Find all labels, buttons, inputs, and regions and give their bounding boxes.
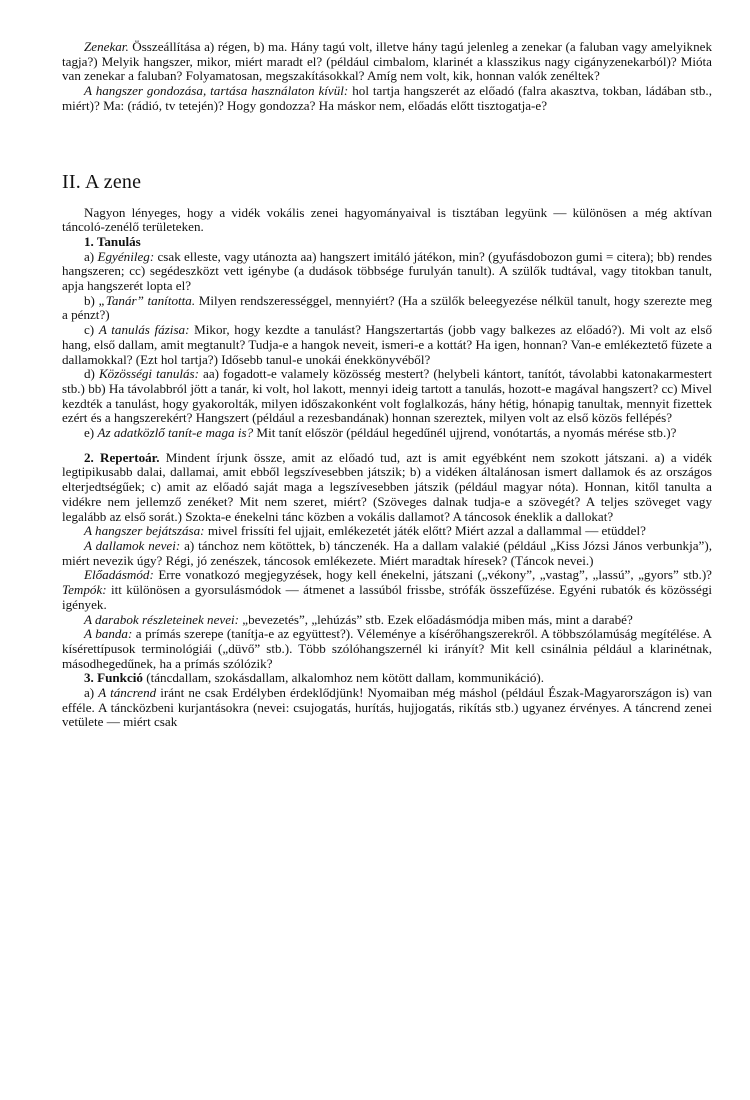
paragraph-text: a) tánchoz nem kötöttek, b) tánczenék. Ha a dallam valakié (például „Kiss Józsi János verbunkja”), miért nevezik úgy? Régi, jó zenészek, táncosok emlékezete. Miért maradtak híresek? (Táncok nevei.) xyxy=(62,537,712,568)
term-label: A táncrend xyxy=(98,685,157,701)
paragraph-text: Mit tanít először (például hegedűnél ujjrend, vonótartás, a nyomás mérése stb.)? xyxy=(256,425,677,441)
paragraph-text: aa) fogadott-e valamely közösség mestert? (helybeli kántort, tanítót, távolabbi katonakarmestert stb.) bb) Ha távolabbról jött a tanár, ki volt, hol lakott, mennyi ideig tartott a tanulás, hozott-e magával hangszert? cc) Mivel kezdték a tanulást, hogy gyakorolták, milyen időszakonként volt foglalkozás, hány hétig, hónapig tanultak, mennyit fizettek ezért és a hangszerekért? Hangszert (például a rezesbandának) honnan szereztek, milyen volt az első közös fellépés? xyxy=(62,366,712,426)
term-label: A hangszer gondozása, tartása használaton kívül: xyxy=(84,83,349,99)
item-prefix: e) xyxy=(84,425,95,441)
item-prefix: b) xyxy=(84,292,95,308)
term-label: „Tanár” tanította. xyxy=(98,292,196,308)
term-label: A dallamok nevei: xyxy=(84,537,181,553)
item-e-adatkozlo xyxy=(62,426,712,441)
item-prefix: d) xyxy=(84,366,95,382)
item-a-egyenileg xyxy=(62,250,712,294)
paragraph-hangszer-bejatszasa xyxy=(62,524,712,539)
paragraph-text: Mikor, hogy kezdte a tanulást? Hangszertartás (jobb vagy balkezes az előadó?). Mi volt az első hang, első dallam, amit megtanult? Tudja-e a hangok neveit, ismeri-e a kottát? Ha igen, honnan? Van-e emlékeztető füzete a dallamokkal? (Ezt hol tartja?) Idősebb tanul-e unokái énekkönyvéből? xyxy=(62,322,712,367)
paragraph-text: Erre vonatkozó megjegyzések, hogy kell énekelni, játszani („vékony”, „vastag”, „lassú”, „gyors” stb.)? xyxy=(158,567,712,583)
paragraph-text: a prímás szerepe (tanítja-e az együttest?). Véleménye a kísérőhangszerekről. A többszólamúság megítélése. A kísérettípusok terminológiái („düvő” stb.). Több szólóhangszernél ki irányít? Mit kell csinálnia például a klarinétnak, másodhegedűnek, ha a prímás szólózik? xyxy=(62,626,712,671)
paragraph-text: Mindent írjunk össze, amit az előadó tud, azt is amit egyébként nem szokott játszani. a) a vidék legtipikusabb dalai, dallamai, amit ebből legszívesebben játszik; b) a vidéken általánosan ismert dallamok és az országos elterjedtségűek; c) amit az előadó saját maga a legszívesebben játszik (például magyar nóta). Honnan, kitől tanulta a vidékre nem jellemző zenéket? Mit nem szeret, miért? (Szöveges dalnak tudja-e a szövegét? A teljes szöveget vagy legalább az első sorát.) Szokta-e énekelni tánc közben a vokális dallamot? A táncosok éneklik a dallokat? xyxy=(62,449,712,524)
item-prefix: a) xyxy=(84,248,95,264)
term-label: A tanulás fázisa: xyxy=(98,322,190,338)
item-prefix: c) xyxy=(84,322,95,338)
term-label: Előadásmód: xyxy=(84,567,154,583)
section-heading-repertoar: 2. Repertoár. xyxy=(84,449,160,465)
section-funkcio xyxy=(62,671,712,686)
term-label: A banda: xyxy=(84,626,133,642)
paragraph-text: csak elleste, vagy utánozta aa) hangszert imitáló játékon, min? (gyufásdobozon gumi = citera); bb) rendes hangszeren; cc) segédeszközt vett igénybe (a dudások többsége furulyán tanult). A szülők tudtával, vagy titokban tanult, apja hangszerét lopta el? xyxy=(62,248,712,294)
term-label: Közösségi tanulás: xyxy=(98,366,200,382)
term-label: Tempók: xyxy=(62,582,107,598)
term-label: A hangszer bejátszása: xyxy=(84,523,205,539)
paragraph-text: iránt ne csak Erdélyben érdeklődjünk! Nyomaiban még máshol (például Észak-Magyarországon is) van efféle. A táncközbeni kurjantásokra (nevei: csujogatás, hurítás, hujjogatás, rikítás stb.) ugyanez érvényes. A táncrend zenei vetülete — miért csak xyxy=(62,685,713,730)
term-label: Zenekar. xyxy=(84,39,129,54)
item-prefix: a) xyxy=(84,685,95,701)
term-label: A darabok részleteinek nevei: xyxy=(84,611,240,627)
paragraph-zenekar xyxy=(62,40,712,84)
paragraph-eloadasmod xyxy=(62,568,712,612)
paragraph-text: hol tartja hangszerét az előadó (falra akasztva, tokban, ládában stb., miért)? Ma: (rádió, tv tetején)? Hogy gondozza? Ha máskor nem, előadás előtt tisztogatja-e? xyxy=(62,83,712,113)
paragraph-dallamok-nevei xyxy=(62,539,712,568)
paragraph-text: itt különösen a gyorsulásmódok — átmenet a lassúból frissbe, strófák összefűzése. Egyéni rubatók és közösségi igények. xyxy=(62,582,712,612)
section-repertoar xyxy=(62,451,712,525)
paragraph-hangszer-gondozasa xyxy=(62,84,712,113)
chapter-title: II. A zene xyxy=(62,170,142,193)
section-heading-funkcio: 3. Funkció xyxy=(84,670,143,686)
paragraph-text: Milyen rendszerességgel, mennyiért? (Ha a szülők beleegyezése nélkül tanult, hogy szerezte meg a pénzt?) xyxy=(62,292,713,323)
term-label: Az adatközlő tanít-e maga is? xyxy=(97,425,254,441)
paragraph-text: „bevezetés”, „lehúzás” stb. Ezek előadásmódja miben más, mint a darabé? xyxy=(242,611,633,627)
paragraph-text: (táncdallam, szokásdallam, alkalomhoz nem kötött dallam, kommunikáció). xyxy=(146,670,545,686)
section-heading-tanulas: 1. Tanulás xyxy=(84,233,141,249)
paragraph-banda xyxy=(62,627,712,671)
document-page xyxy=(62,40,712,730)
paragraph-darabok-reszletei xyxy=(62,613,712,628)
term-label: Egyénileg: xyxy=(97,248,155,264)
item-a-tancrend xyxy=(62,686,712,730)
item-b-tanar xyxy=(62,294,712,323)
intro-paragraph: Nagyon lényeges, hogy a vidék vokális zenei hagyományaival is tisztában legyünk — különösen a még aktívan táncoló-zenélő területeken. xyxy=(62,204,712,235)
item-c-tanulas-fazisa xyxy=(62,323,712,367)
item-d-kozossegi-tanulas xyxy=(62,367,712,426)
paragraph-text: Összeállítása a) régen, b) ma. Hány tagú volt, illetve hány tagú jelenleg a zenekar (a faluban vagy amelyiknek tagja?) Melyik hangszer, mikor, miért maradt el? (például cimbalom, klarinét a klasszikus nagy cigányzenekarból)? Mióta van zenekar a faluban? Folyamatosan, megszakításokkal? Amíg nem volt, kik, honnan valók zenéltek? xyxy=(62,39,713,84)
paragraph-text: mivel frissíti fel ujjait, emlékezetét játék előtt? Miért azzal a dallammal — etüddel? xyxy=(207,523,646,539)
